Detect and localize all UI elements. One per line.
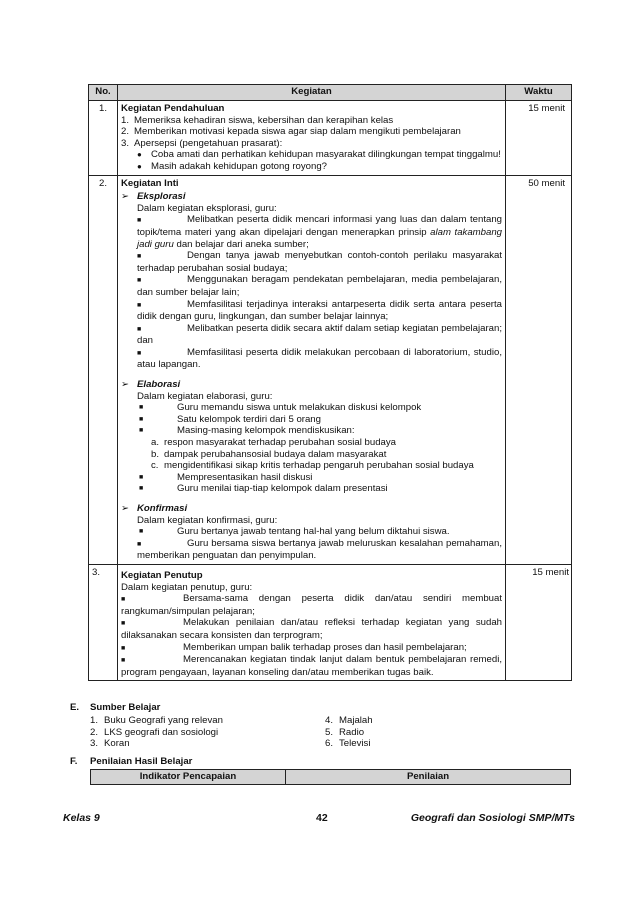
- bullet-icon: ●: [137, 150, 142, 160]
- header-penilaian: Penilaian: [286, 770, 571, 785]
- list-item: b. dampak perubahansosial budaya dalam masyarakat: [151, 448, 387, 460]
- square-bullet-icon: ■: [139, 404, 144, 412]
- row-no: 3.: [89, 564, 118, 680]
- row-kegiatan: [118, 175, 506, 564]
- section-f-heading: F. Penilaian Hasil Belajar: [70, 756, 193, 767]
- square-bullet-icon: ■: [137, 217, 142, 225]
- row-no: 2.: [89, 175, 118, 564]
- list-item: ■ Dengan tanya jawab menyebutkan contoh-contoh perilaku masyarakat terhadap perubahan sosial budaya;: [137, 250, 502, 274]
- list-item: ■ Memfasilitasi peserta didik melakukan percobaan di laboratorium, studio, atau lapangan.: [137, 346, 502, 371]
- list-item: 3. Apersepsi (pengetahuan prasarat):: [121, 137, 283, 149]
- penilaian-table: [90, 769, 571, 785]
- arrow-bullet-icon: ➢: [121, 191, 130, 203]
- list-item: ■ Melibatkan peserta didik mencari informasi yang luas dan dalam tentang topik/tema materi yang akan dipelajari dengan menerapkan prinsip alam takambang jadi guru dan belajar dari aneka sumber;: [137, 214, 502, 250]
- numbered-list: [121, 115, 502, 150]
- row-title: Kegiatan Inti: [121, 177, 179, 189]
- square-bullet-icon: ■: [137, 301, 142, 309]
- square-bullet-icon: ■: [137, 253, 142, 261]
- list-item: ■ Melakukan penilaian dan/atau refleksi terhadap kegiatan yang sudah dilaksanakan secara konsisten dan terprogram;: [121, 617, 502, 641]
- list-item: 3. Koran 6. Televisi: [90, 738, 371, 750]
- square-bullet-icon: ■: [137, 540, 142, 548]
- list-item: ■ Guru bertanya jawab tentang hal-hal yang belum diktahui siswa.: [139, 526, 450, 538]
- elaborasi-block: Dalam kegiatan elaborasi, guru: ■ Guru memandu siswa untuk melakukan diskusi kelompok ■ Satu kelompok terdiri dari 5 orang ■ Masing-masing kelompok mendiskusikan: a. respon masyarakat terhadap perubahan sosial budaya b. dampak perubahansosial budaya dalam masyarakat c. mengidentifikasi sikap kritis terhadap pengaruh perubahan sosial budaya ■ Mempresentasikan hasil diskusi ■ Guru menilai tiap-tiap kelompok dalam presentasi: [121, 391, 502, 495]
- list-item: ■ Satu kelompok terdiri dari 5 orang: [139, 413, 321, 425]
- table-row: [89, 564, 572, 680]
- list-item: ■ Merencanakan kegiatan tindak lanjut dalam bentuk pembelajaran remedi, program pengayaan, layanan konseling dan/atau memberikan tugas baik.: [121, 654, 502, 678]
- square-bullet-icon: ■: [139, 427, 144, 435]
- list-item: c. mengidentifikasi sikap kritis terhadap pengaruh perubahan sosial budaya: [151, 460, 474, 472]
- bullet-icon: ●: [137, 161, 142, 171]
- square-bullet-icon: ■: [139, 528, 144, 536]
- row-kegiatan: [118, 101, 506, 176]
- row-waktu: 15 menit: [506, 564, 572, 680]
- list-item: 2. LKS geografi dan sosiologi 5. Radio: [90, 726, 365, 738]
- page-number: 42: [316, 812, 328, 824]
- row-waktu: 15 menit: [506, 101, 572, 176]
- square-bullet-icon: ■: [121, 620, 126, 628]
- header-no: No.: [89, 85, 118, 101]
- elaborasi-heading: ➢ Elaborasi: [121, 379, 181, 391]
- table-header-row: [89, 85, 572, 101]
- arrow-bullet-icon: ➢: [121, 503, 130, 514]
- eksplorasi-heading: ➢ Eksplorasi: [121, 191, 186, 203]
- list-item: ■ Mempresentasikan hasil diskusi: [139, 471, 313, 483]
- square-bullet-icon: ■: [137, 325, 142, 333]
- list-item: ■ Memberikan umpan balik terhadap proses dan hasil pembelajaran;: [121, 641, 467, 653]
- row-no: 1.: [89, 101, 118, 176]
- footer-subject: Geografi dan Sosiologi SMP/MTs: [410, 812, 575, 824]
- header-indikator: Indikator Pencapaian: [91, 770, 286, 785]
- eksplorasi-block: Dalam kegiatan eksplorasi, guru: ■ Melibatkan peserta didik mencari informasi yang luas dan dalam tentang topik/tema materi yang akan dipelajari dengan menerapkan prinsip alam takambang jadi guru dan belajar dari aneka sumber; ■ Dengan tanya jawab menyebutkan contoh-contoh perilaku masyarakat terhadap perubahan sosial budaya; ■ Menggunakan beragam pendekatan pembelajaran, media pembelajaran, dan sumber belajar lain; ■ Memfasilitasi terjadinya interaksi antarpeserta didik serta antara peserta didik dengan guru, lingkungan, dan sumber belajar lainnya; ■ Melibatkan peserta didik secara aktif dalam setiap kegiatan pembelajaran; dan ■ Memfasilitasi peserta didik melakukan percobaan di laboratorium, studio, atau lapangan.: [137, 202, 502, 371]
- square-bullet-icon: ■: [121, 644, 126, 652]
- table-row: [89, 175, 572, 564]
- list-item: ■ Guru memandu siswa untuk melakukan diskusi kelompok: [139, 402, 422, 414]
- square-bullet-icon: ■: [137, 277, 142, 285]
- list-item: 1. Buku Geografi yang relevan 4. Majalah: [90, 715, 373, 726]
- list-item: ■ Menggunakan beragam pendekatan pembelajaran, media pembelajaran, dan sumber belajar lain;: [137, 274, 502, 298]
- square-bullet-icon: ■: [137, 349, 142, 357]
- square-bullet-icon: ■: [139, 415, 144, 423]
- konfirmasi-block: Dalam kegiatan konfirmasi, guru: ■ Guru bertanya jawab tentang hal-hal yang belum diktahui siswa. ■ Guru bersama siswa bertanya jawab meluruskan kesalahan pemahaman, memberikan penguatan dan penyimpulan.: [137, 514, 502, 562]
- header-kegiatan: Kegiatan: [118, 85, 506, 101]
- konfirmasi-heading: ➢ Konfirmasi: [121, 503, 188, 514]
- list-item: ■ Bersama-sama dengan peserta didik dan/atau sendiri membuat rangkuman/simpulan pelajaran;: [121, 593, 502, 617]
- row-title: Kegiatan Penutup: [121, 569, 203, 581]
- list-item: a. respon masyarakat terhadap perubahan sosial budaya: [151, 437, 397, 449]
- list-item: ■ Guru bersama siswa bertanya jawab meluruskan kesalahan pemahaman, memberikan penguatan dan penyimpulan.: [137, 537, 502, 562]
- sumber-belajar-list: [90, 715, 570, 750]
- list-item: 2. Memberikan motivasi kepada siswa agar siap dalam mengikuti pembelajaran: [121, 126, 461, 138]
- list-item: 1. Memeriksa kehadiran siswa, kebersihan dan kerapihan kelas: [121, 114, 394, 126]
- section-e-heading: E. Sumber Belajar: [70, 702, 161, 713]
- arrow-bullet-icon: ➢: [121, 379, 130, 391]
- row-title: Kegiatan Pendahuluan: [121, 103, 225, 114]
- list-item: ■ Memfasilitasi terjadinya interaksi antarpeserta didik serta antara peserta didik dengan guru, lingkungan, dan sumber belajar lainnya;: [137, 298, 502, 323]
- square-bullet-icon: ■: [139, 473, 144, 481]
- table-header-row: [91, 770, 571, 785]
- row-waktu: 50 menit: [506, 175, 572, 564]
- list-item: ● Masih adakah kehidupan gotong royong?: [137, 160, 328, 172]
- square-bullet-icon: ■: [139, 485, 144, 493]
- list-item: ■ Melibatkan peserta didik secara aktif dalam setiap kegiatan pembelajaran; dan: [137, 322, 502, 347]
- footer-class: Kelas 9: [63, 812, 100, 824]
- list-item: ■ Masing-masing kelompok mendiskusikan:: [139, 425, 355, 437]
- list-item: ■ Guru menilai tiap-tiap kelompok dalam presentasi: [139, 483, 388, 495]
- row-kegiatan: Kegiatan Penutup Dalam kegiatan penutup, guru: ■ Bersama-sama dengan peserta didik dan/atau sendiri membuat rangkuman/simpulan pelajaran; ■ Melakukan penilaian dan/atau refleksi terhadap kegiatan yang sudah dilaksanakan secara konsisten dan terprogram; ■ Memberikan umpan balik terhadap proses dan hasil pembelajaran; ■ Merencanakan kegiatan tindak lanjut dalam bentuk pembelajaran remedi, program pengayaan, layanan konseling dan/atau memberikan tugas baik.: [118, 564, 506, 680]
- header-waktu: Waktu: [506, 85, 572, 101]
- kegiatan-table: [88, 84, 572, 681]
- square-bullet-icon: ■: [121, 596, 126, 604]
- list-item: ● Coba amati dan perhatikan kehidupan masyarakat dilingkungan tempat tinggalmu!: [137, 149, 501, 161]
- square-bullet-icon: ■: [121, 657, 126, 665]
- table-row: [89, 101, 572, 176]
